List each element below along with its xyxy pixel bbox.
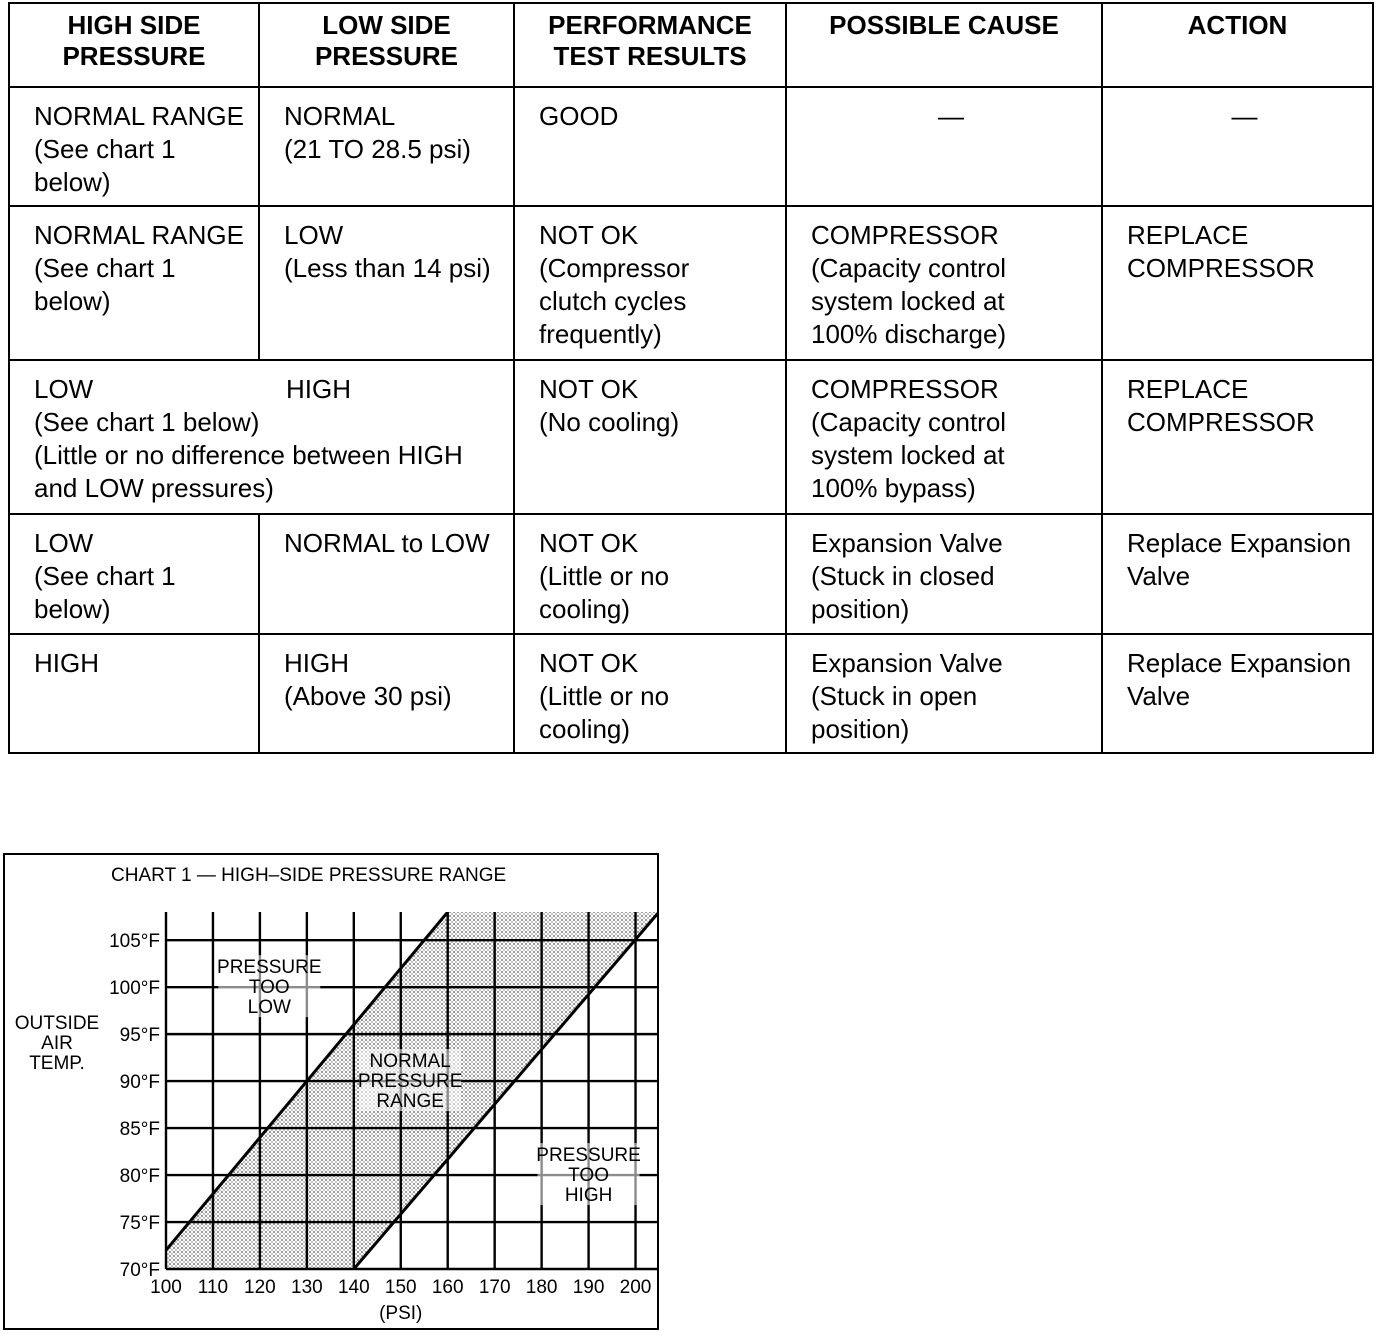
region-label-text: LOW <box>247 997 291 1019</box>
y-tick-label: 70°F <box>119 1260 160 1281</box>
x-tick-label: 170 <box>478 1277 511 1298</box>
cell-low-side: LOW (Less than 14 psi) <box>259 206 514 360</box>
region-label-text: PRESSURE <box>357 1071 463 1093</box>
cell-test-result: GOOD <box>514 87 786 206</box>
cell-action: Replace Expansion Valve <box>1102 634 1373 753</box>
cell-possible-cause: Expansion Valve (Stuck in open position) <box>786 634 1102 753</box>
header-high-side-pressure: HIGH SIDE PRESSURE <box>9 3 259 87</box>
y-tick-label: 85°F <box>119 1119 160 1141</box>
y-tick-label: 95°F <box>119 1025 160 1047</box>
table-row <box>9 634 1373 753</box>
cell-low-side: HIGH (Above 30 psi) <box>259 634 514 753</box>
region-label-text: RANGE <box>376 1091 444 1113</box>
y-axis-label: TEMP. <box>29 1053 85 1074</box>
x-tick-label: 150 <box>384 1277 417 1298</box>
y-tick-label: 90°F <box>119 1072 160 1094</box>
cell-possible-cause: COMPRESSOR (Capacity control system locked at 100% discharge) <box>786 206 1102 360</box>
cell-test-result: NOT OK (Little or no cooling) <box>514 514 786 634</box>
x-tick-label: 200 <box>619 1277 652 1298</box>
region-label-text: NORMAL <box>369 1051 451 1073</box>
cell-high-side-value: LOW <box>34 374 94 404</box>
cell-test-result: NOT OK (Compressor clutch cycles frequently) <box>514 206 786 360</box>
cell-low-side-value: HIGH <box>286 374 351 404</box>
y-axis-label: AIR <box>41 1033 73 1054</box>
region-label-text: TOO <box>248 977 290 999</box>
cell-possible-cause: COMPRESSOR (Capacity control system locked at 100% bypass) <box>786 360 1102 514</box>
pressure-range-chart <box>3 853 659 1330</box>
x-tick-label: 100 <box>150 1277 182 1298</box>
header-low-side-pressure: LOW SIDE PRESSURE <box>259 3 514 87</box>
cell-high-side: LOW (See chart 1 below) <box>9 514 259 634</box>
table-row <box>9 514 1373 634</box>
cell-action: — <box>1102 87 1373 206</box>
y-axis-label: OUTSIDE <box>14 1013 100 1034</box>
cell-high-side: HIGH <box>9 634 259 753</box>
header-performance-test-results: PERFORMANCE TEST RESULTS <box>514 3 786 87</box>
y-tick-label: 75°F <box>119 1213 160 1235</box>
cell-high-side: NORMAL RANGE (See chart 1 below) <box>9 87 259 206</box>
y-tick-label: 105°F <box>109 931 160 953</box>
region-label-text: HIGH <box>564 1185 613 1207</box>
x-axis-label: (PSI) <box>379 1303 423 1324</box>
cell-test-result: NOT OK (No cooling) <box>514 360 786 514</box>
cell-action: REPLACE COMPRESSOR <box>1102 206 1373 360</box>
diagnosis-table <box>8 2 1374 754</box>
region-label-text: TOO <box>568 1165 609 1187</box>
cell-high-side: NORMAL RANGE (See chart 1 below) <box>9 206 259 360</box>
x-tick-label: 180 <box>525 1277 558 1298</box>
cell-low-side: NORMAL to LOW <box>259 514 514 634</box>
x-tick-label: 110 <box>197 1277 229 1298</box>
x-tick-label: 160 <box>431 1277 464 1298</box>
chart-canvas <box>5 855 657 1328</box>
region-label-text: PRESSURE <box>536 1145 641 1167</box>
y-tick-label: 80°F <box>119 1166 160 1188</box>
x-tick-label: 130 <box>291 1277 323 1298</box>
cell-action: Replace Expansion Valve <box>1102 514 1373 634</box>
table-row <box>9 87 1373 206</box>
x-tick-label: 120 <box>244 1277 276 1298</box>
region-label-text: PRESSURE <box>217 957 322 979</box>
cell-test-result: NOT OK (Little or no cooling) <box>514 634 786 753</box>
table-row <box>9 360 1373 514</box>
x-tick-label: 190 <box>572 1277 605 1298</box>
y-tick-label: 100°F <box>109 978 160 1000</box>
chart-title: CHART 1 — HIGH–SIDE PRESSURE RANGE <box>111 865 507 886</box>
table-row <box>9 206 1373 360</box>
cell-possible-cause: — <box>786 87 1102 206</box>
cell-low-side: NORMAL (21 TO 28.5 psi) <box>259 87 514 206</box>
cell-action: REPLACE COMPRESSOR <box>1102 360 1373 514</box>
header-possible-cause: POSSIBLE CAUSE <box>786 3 1102 87</box>
header-action: ACTION <box>1102 3 1373 87</box>
cell-high-low-merged: LOW HIGH (See chart 1 below) (Little or no difference between HIGH and LOW pressures) <box>9 360 514 514</box>
x-tick-label: 140 <box>337 1277 370 1298</box>
cell-possible-cause: Expansion Valve (Stuck in closed position) <box>786 514 1102 634</box>
table-header-row <box>9 3 1373 87</box>
